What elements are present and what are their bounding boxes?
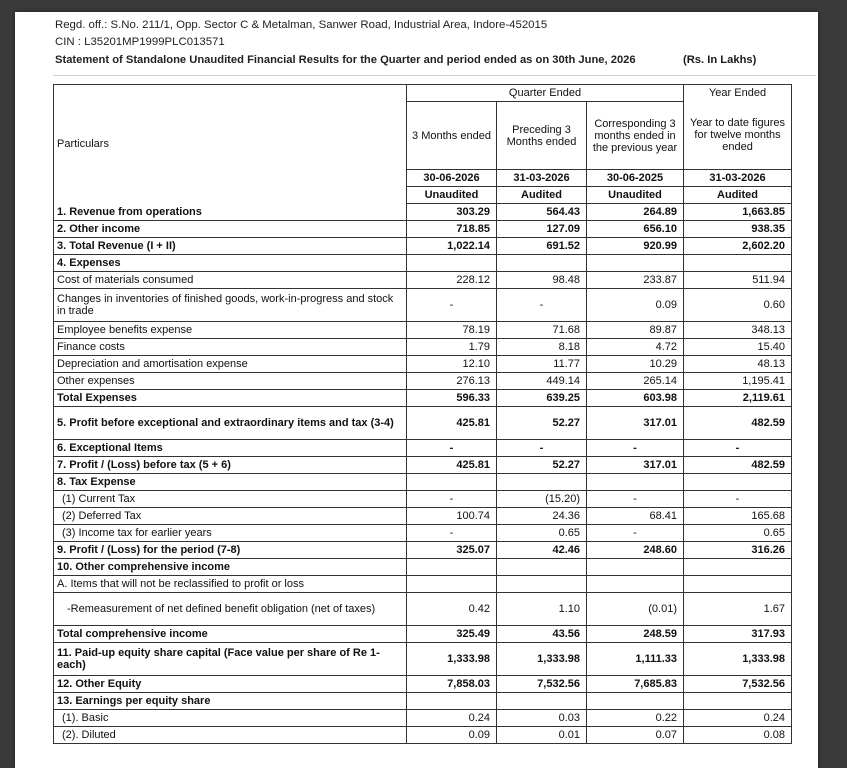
row-value: 317.01: [587, 457, 684, 474]
row-label: 11. Paid-up equity share capital (Face value per share of Re 1-each): [54, 643, 407, 676]
row-value: [684, 576, 792, 593]
row-value: [407, 576, 497, 593]
row-value: 0.24: [407, 710, 497, 727]
row-label: 5. Profit before exceptional and extraordinary items and tax (3-4): [54, 407, 407, 440]
table-row: [54, 525, 792, 542]
row-value: 68.41: [587, 508, 684, 525]
table-row: [54, 373, 792, 390]
row-value: 718.85: [407, 221, 497, 238]
row-value: 248.60: [587, 542, 684, 559]
col-date-4: 31-03-2026: [684, 170, 792, 187]
cin-number: CIN : L35201MP1999PLC013571: [55, 36, 225, 48]
table-row: [54, 693, 792, 710]
row-value: 248.59: [587, 626, 684, 643]
row-value: 42.46: [497, 542, 587, 559]
row-value: 482.59: [684, 457, 792, 474]
table-row: [54, 204, 792, 221]
table-row: [54, 576, 792, 593]
row-value: 89.87: [587, 322, 684, 339]
row-value: -: [497, 440, 587, 457]
row-value: -: [497, 289, 587, 322]
row-value: 0.22: [587, 710, 684, 727]
row-value: 100.74: [407, 508, 497, 525]
table-row: [54, 440, 792, 457]
table-row: [54, 626, 792, 643]
row-value: 1,195.41: [684, 373, 792, 390]
row-value: 1.67: [684, 593, 792, 626]
col-status-4: Audited: [684, 187, 792, 204]
row-value: 7,532.56: [497, 676, 587, 693]
row-value: 449.14: [497, 373, 587, 390]
table-row: [54, 407, 792, 440]
row-value: 8.18: [497, 339, 587, 356]
row-value: 1,333.98: [497, 643, 587, 676]
row-value: 228.12: [407, 272, 497, 289]
row-value: (0.01): [587, 593, 684, 626]
row-value: 52.27: [497, 457, 587, 474]
row-label: 7. Profit / (Loss) before tax (5 + 6): [54, 457, 407, 474]
col-header-4: Year to date figures for twelve months ended: [684, 102, 792, 170]
document-page: [15, 12, 818, 768]
row-value: [587, 576, 684, 593]
row-value: [407, 693, 497, 710]
row-value: 317.93: [684, 626, 792, 643]
row-label: 8. Tax Expense: [54, 474, 407, 491]
row-value: 325.07: [407, 542, 497, 559]
row-label: Changes in inventories of finished goods, work-in-progress and stock in trade: [54, 289, 407, 322]
row-value: -: [407, 525, 497, 542]
row-value: 52.27: [497, 407, 587, 440]
row-value: 0.01: [497, 727, 587, 744]
row-value: 0.03: [497, 710, 587, 727]
row-value: 0.08: [684, 727, 792, 744]
row-value: 10.29: [587, 356, 684, 373]
row-value: 938.35: [684, 221, 792, 238]
row-value: 656.10: [587, 221, 684, 238]
row-value: 303.29: [407, 204, 497, 221]
quarter-ended-header: Quarter Ended: [407, 85, 684, 102]
row-value: 596.33: [407, 390, 497, 407]
row-value: [497, 576, 587, 593]
row-value: 1,333.98: [684, 643, 792, 676]
row-value: 425.81: [407, 457, 497, 474]
row-label: 4. Expenses: [54, 255, 407, 272]
row-label: (3) Income tax for earlier years: [54, 525, 407, 542]
row-value: 564.43: [497, 204, 587, 221]
row-value: 0.60: [684, 289, 792, 322]
row-label: Employee benefits expense: [54, 322, 407, 339]
row-value: [587, 255, 684, 272]
row-value: [684, 559, 792, 576]
row-value: 425.81: [407, 407, 497, 440]
row-value: [684, 474, 792, 491]
col-date-1: 30-06-2026: [407, 170, 497, 187]
row-value: -: [587, 525, 684, 542]
row-value: 71.68: [497, 322, 587, 339]
row-label: A. Items that will not be reclassified to profit or loss: [54, 576, 407, 593]
col-header-3: Corresponding 3 months ended in the previous year: [587, 102, 684, 170]
row-value: 348.13: [684, 322, 792, 339]
row-label: (2). Diluted: [54, 727, 407, 744]
row-value: [407, 255, 497, 272]
row-label: Total Expenses: [54, 390, 407, 407]
row-value: [407, 559, 497, 576]
table-row: [54, 559, 792, 576]
col-date-3: 30-06-2025: [587, 170, 684, 187]
col-date-2: 31-03-2026: [497, 170, 587, 187]
row-label: 1. Revenue from operations: [54, 204, 407, 221]
row-label: (1) Current Tax: [54, 491, 407, 508]
row-value: 603.98: [587, 390, 684, 407]
row-value: 43.56: [497, 626, 587, 643]
row-value: -: [587, 491, 684, 508]
table-row: [54, 643, 792, 676]
row-value: 48.13: [684, 356, 792, 373]
table-row: [54, 322, 792, 339]
row-value: [684, 255, 792, 272]
row-value: 1,663.85: [684, 204, 792, 221]
row-label: (1). Basic: [54, 710, 407, 727]
row-value: -: [587, 440, 684, 457]
row-value: 11.77: [497, 356, 587, 373]
table-row: [54, 474, 792, 491]
row-value: 0.09: [407, 727, 497, 744]
row-label: Finance costs: [54, 339, 407, 356]
row-value: 1.10: [497, 593, 587, 626]
row-value: 0.07: [587, 727, 684, 744]
row-label: Total comprehensive income: [54, 626, 407, 643]
row-value: 0.65: [684, 525, 792, 542]
table-row: [54, 676, 792, 693]
table-row: [54, 356, 792, 373]
row-value: [497, 693, 587, 710]
header-divider: [53, 75, 816, 76]
row-label: 2. Other income: [54, 221, 407, 238]
row-value: 691.52: [497, 238, 587, 255]
row-value: 317.01: [587, 407, 684, 440]
table-row: [54, 255, 792, 272]
row-value: 0.42: [407, 593, 497, 626]
col-header-1: 3 Months ended: [407, 102, 497, 170]
row-value: [587, 474, 684, 491]
row-value: 511.94: [684, 272, 792, 289]
row-label: 6. Exceptional Items: [54, 440, 407, 457]
table-row: [54, 593, 792, 626]
row-label: Depreciation and amortisation expense: [54, 356, 407, 373]
row-value: 4.72: [587, 339, 684, 356]
row-value: [684, 693, 792, 710]
row-value: 264.89: [587, 204, 684, 221]
row-value: 276.13: [407, 373, 497, 390]
row-value: 0.65: [497, 525, 587, 542]
table-row: [54, 238, 792, 255]
row-value: 165.68: [684, 508, 792, 525]
table-row: [54, 339, 792, 356]
row-value: 2,602.20: [684, 238, 792, 255]
row-value: 7,685.83: [587, 676, 684, 693]
row-value: 920.99: [587, 238, 684, 255]
table-row: [54, 289, 792, 322]
row-value: 1,111.33: [587, 643, 684, 676]
row-value: [407, 474, 497, 491]
row-value: 325.49: [407, 626, 497, 643]
currency-unit: (Rs. In Lakhs): [683, 54, 757, 66]
row-label: 12. Other Equity: [54, 676, 407, 693]
table-row: [54, 390, 792, 407]
year-ended-header: Year Ended: [684, 85, 792, 102]
particulars-header: Particulars: [54, 85, 407, 204]
row-value: 0.24: [684, 710, 792, 727]
table-row: [54, 457, 792, 474]
table-row: [54, 272, 792, 289]
row-value: 78.19: [407, 322, 497, 339]
row-value: 127.09: [497, 221, 587, 238]
row-value: -: [407, 491, 497, 508]
table-row: [54, 508, 792, 525]
row-value: 639.25: [497, 390, 587, 407]
row-value: [587, 693, 684, 710]
registered-office-address: Regd. off.: S.No. 211/1, Opp. Sector C & Metalman, Sanwer Road, Industrial Area, Indore-452015: [55, 19, 548, 31]
financial-results-table: [53, 84, 792, 744]
row-value: 482.59: [684, 407, 792, 440]
row-value: (15.20): [497, 491, 587, 508]
col-status-2: Audited: [497, 187, 587, 204]
row-value: 265.14: [587, 373, 684, 390]
row-value: 12.10: [407, 356, 497, 373]
row-value: -: [684, 491, 792, 508]
row-value: -: [407, 440, 497, 457]
col-header-2: Preceding 3 Months ended: [497, 102, 587, 170]
row-value: -: [407, 289, 497, 322]
row-value: 1.79: [407, 339, 497, 356]
row-label: 9. Profit / (Loss) for the period (7-8): [54, 542, 407, 559]
row-label: 13. Earnings per equity share: [54, 693, 407, 710]
row-value: 0.09: [587, 289, 684, 322]
statement-title: Statement of Standalone Unaudited Financial Results for the Quarter and period ended as on 30th June, 2026: [55, 54, 636, 66]
row-value: 7,532.56: [684, 676, 792, 693]
row-value: [497, 559, 587, 576]
table-row: [54, 491, 792, 508]
table-row: [54, 727, 792, 744]
row-value: 7,858.03: [407, 676, 497, 693]
col-status-1: Unaudited: [407, 187, 497, 204]
row-value: [587, 559, 684, 576]
row-label: -Remeasurement of net defined benefit obligation (net of taxes): [54, 593, 407, 626]
row-value: 1,022.14: [407, 238, 497, 255]
row-value: [497, 255, 587, 272]
row-value: 24.36: [497, 508, 587, 525]
col-status-3: Unaudited: [587, 187, 684, 204]
row-value: 1,333.98: [407, 643, 497, 676]
row-value: 98.48: [497, 272, 587, 289]
row-value: [497, 474, 587, 491]
row-value: -: [684, 440, 792, 457]
row-label: 10. Other comprehensive income: [54, 559, 407, 576]
row-label: Cost of materials consumed: [54, 272, 407, 289]
row-value: 233.87: [587, 272, 684, 289]
row-label: Other expenses: [54, 373, 407, 390]
row-value: 316.26: [684, 542, 792, 559]
table-row: [54, 221, 792, 238]
table-row: [54, 542, 792, 559]
row-value: 15.40: [684, 339, 792, 356]
row-label: (2) Deferred Tax: [54, 508, 407, 525]
table-row: [54, 710, 792, 727]
row-label: 3. Total Revenue (I + II): [54, 238, 407, 255]
row-value: 2,119.61: [684, 390, 792, 407]
